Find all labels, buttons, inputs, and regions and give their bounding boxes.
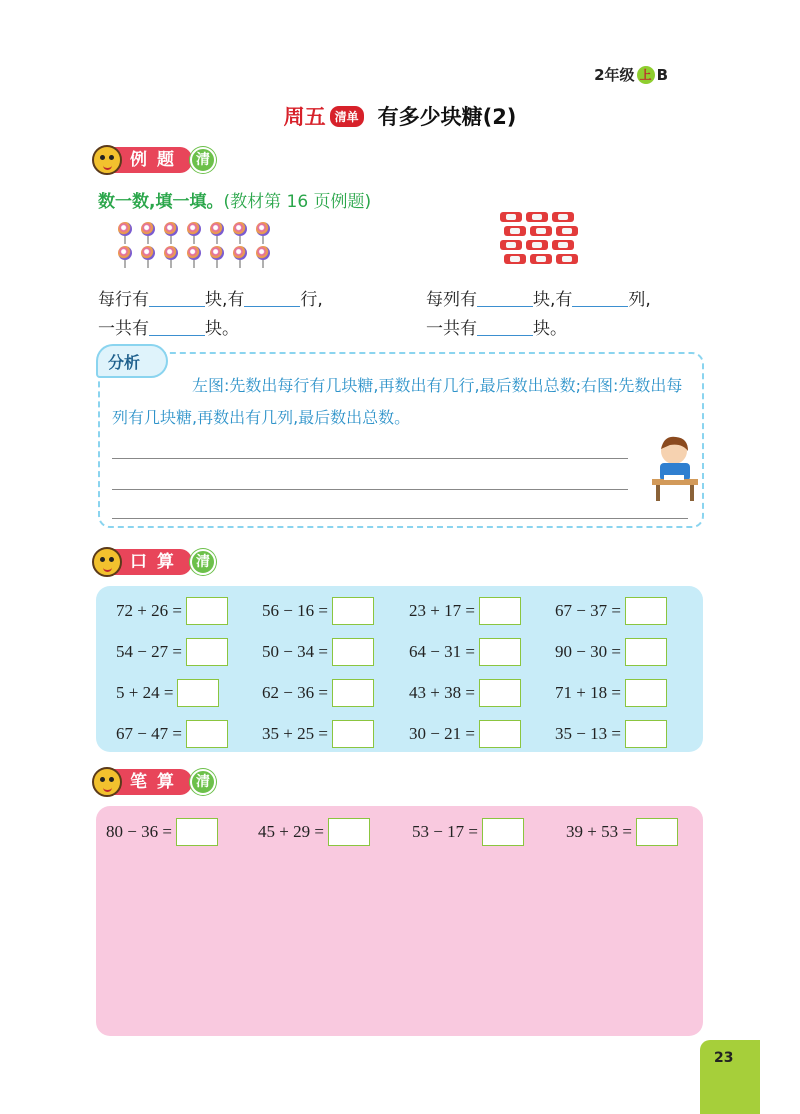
answer-blank[interactable] (477, 317, 533, 336)
equation-text: 53 − 17 = (412, 822, 478, 841)
candy-icon (526, 240, 548, 250)
instruction (98, 187, 371, 212)
qing-icon: 清 (190, 549, 216, 575)
written-calc-problem (566, 818, 678, 846)
equation-text: 64 − 31 = (409, 642, 475, 661)
oral-calc-problem (116, 597, 228, 625)
equation-text: 30 − 21 = (409, 724, 475, 743)
lollipop-icon (118, 246, 132, 260)
oral-calc-problem (409, 679, 521, 707)
lollipop-icon (187, 222, 201, 236)
lollipop-image (118, 222, 280, 274)
grade-semester-badge: 上 (637, 66, 655, 84)
oral-calc-problem (116, 679, 219, 707)
answer-box[interactable] (176, 818, 218, 846)
qing-icon: 清 (190, 147, 216, 173)
bee-mascot-icon (92, 145, 122, 175)
equation-text: 67 − 47 = (116, 724, 182, 743)
candy-icon (552, 240, 574, 250)
lollipop-icon (233, 222, 247, 236)
page-number: 23 (714, 1050, 734, 1066)
answer-box[interactable] (332, 679, 374, 707)
equation-text: 72 + 26 = (116, 601, 182, 620)
answer-line[interactable] (112, 458, 628, 459)
answer-blank[interactable] (149, 317, 205, 336)
equation-text: 50 − 34 = (262, 642, 328, 661)
oral-calc-banner (92, 548, 216, 576)
answer-box[interactable] (482, 818, 524, 846)
answer-box[interactable] (479, 679, 521, 707)
bee-mascot-icon (92, 547, 122, 577)
candy-image (500, 212, 586, 276)
answer-box[interactable] (479, 597, 521, 625)
written-calc-panel (96, 806, 703, 1036)
equation-text: 67 − 37 = (555, 601, 621, 620)
candy-icon (530, 226, 552, 236)
equation-text: 54 − 27 = (116, 642, 182, 661)
lollipop-icon (210, 246, 224, 260)
lollipop-icon (164, 222, 178, 236)
title-day: 周五 (283, 105, 326, 129)
grade-text: 2年级 (594, 66, 635, 84)
oral-calc-problem (262, 720, 374, 748)
grade-label (594, 64, 668, 85)
example-banner (92, 146, 216, 174)
candy-icon (526, 212, 548, 222)
title-topic: 有多少块糖(2) (377, 105, 517, 129)
right-question-line1: 每列有 块,有 列, (426, 290, 651, 310)
student-illustration-icon (650, 433, 700, 503)
left-question-line1: 每行有 块,有 行, (98, 290, 323, 310)
candy-icon (556, 254, 578, 264)
oral-calc-problem (262, 679, 374, 707)
written-calc-banner (92, 768, 216, 796)
qing-icon: 清 (190, 769, 216, 795)
answer-box[interactable] (177, 679, 219, 707)
answer-box[interactable] (479, 720, 521, 748)
left-question-line2: 一共有 块。 (98, 319, 239, 339)
answer-blank[interactable] (572, 288, 628, 307)
answer-box[interactable] (186, 720, 228, 748)
oral-calc-panel (96, 586, 703, 752)
answer-blank[interactable] (477, 288, 533, 307)
lollipop-icon (141, 246, 155, 260)
equation-text: 23 + 17 = (409, 601, 475, 620)
answer-box[interactable] (479, 638, 521, 666)
page-title (0, 101, 800, 131)
equation-text: 35 − 13 = (555, 724, 621, 743)
oral-calc-problem (409, 720, 521, 748)
equation-text: 39 + 53 = (566, 822, 632, 841)
equation-text: 56 − 16 = (262, 601, 328, 620)
equation-text: 62 − 36 = (262, 683, 328, 702)
title-badge: 清单 (330, 106, 364, 127)
lollipop-icon (210, 222, 224, 236)
textbook-reference: (教材第 16 页例题) (223, 192, 372, 212)
candy-icon (552, 212, 574, 222)
answer-blank[interactable] (149, 288, 205, 307)
oral-calc-problem (555, 638, 667, 666)
equation-text: 43 + 38 = (409, 683, 475, 702)
lollipop-icon (256, 222, 270, 236)
analysis-text: 左图:先数出每行有几块糖,再数出有几行,最后数出总数;右图:先数出每列有几块糖,再数出有几列,最后数出总数。 (112, 376, 683, 427)
candy-icon (504, 254, 526, 264)
answer-box[interactable] (332, 597, 374, 625)
candy-icon (530, 254, 552, 264)
lollipop-icon (187, 246, 201, 260)
written-calc-problem (106, 818, 218, 846)
equation-text: 5 + 24 = (116, 683, 174, 702)
example-banner-label: 例题 (114, 147, 192, 173)
equation-text: 35 + 25 = (262, 724, 328, 743)
oral-calc-problem (555, 720, 667, 748)
candy-icon (500, 240, 522, 250)
written-calc-problem (258, 818, 370, 846)
bee-mascot-icon (92, 767, 122, 797)
oral-calc-problem (262, 597, 374, 625)
candy-icon (500, 212, 522, 222)
lollipop-icon (118, 222, 132, 236)
answer-line[interactable] (112, 518, 688, 519)
answer-line[interactable] (112, 489, 628, 490)
answer-blank[interactable] (244, 288, 300, 307)
oral-calc-problem (409, 597, 521, 625)
equation-text: 45 + 29 = (258, 822, 324, 841)
candy-icon (504, 226, 526, 236)
answer-box[interactable] (625, 679, 667, 707)
instruction-text: 数一数,填一填。 (98, 192, 224, 212)
written-calc-banner-label: 笔算 (114, 769, 192, 795)
answer-box[interactable] (186, 597, 228, 625)
right-question-line2: 一共有 块。 (426, 319, 567, 339)
equation-text: 80 − 36 = (106, 822, 172, 841)
answer-box[interactable] (186, 638, 228, 666)
oral-calc-problem (555, 679, 667, 707)
oral-calc-problem (116, 720, 228, 748)
oral-calc-problem (555, 597, 667, 625)
answer-box[interactable] (332, 720, 374, 748)
answer-box[interactable] (328, 818, 370, 846)
oral-calc-banner-label: 口算 (114, 549, 192, 575)
candy-icon (556, 226, 578, 236)
equation-text: 90 − 30 = (555, 642, 621, 661)
lollipop-icon (141, 222, 155, 236)
oral-calc-problem (262, 638, 374, 666)
page-number-tab (700, 1040, 760, 1114)
lollipop-icon (164, 246, 178, 260)
answer-box[interactable] (625, 597, 667, 625)
answer-box[interactable] (625, 720, 667, 748)
lollipop-icon (256, 246, 270, 260)
oral-calc-problem (409, 638, 521, 666)
analysis-tag: 分析 (96, 344, 168, 378)
equation-text: 71 + 18 = (555, 683, 621, 702)
grade-edition: B (656, 65, 668, 84)
answer-box[interactable] (636, 818, 678, 846)
oral-calc-problem (116, 638, 228, 666)
answer-box[interactable] (625, 638, 667, 666)
answer-box[interactable] (332, 638, 374, 666)
lollipop-icon (233, 246, 247, 260)
written-calc-problem (412, 818, 524, 846)
